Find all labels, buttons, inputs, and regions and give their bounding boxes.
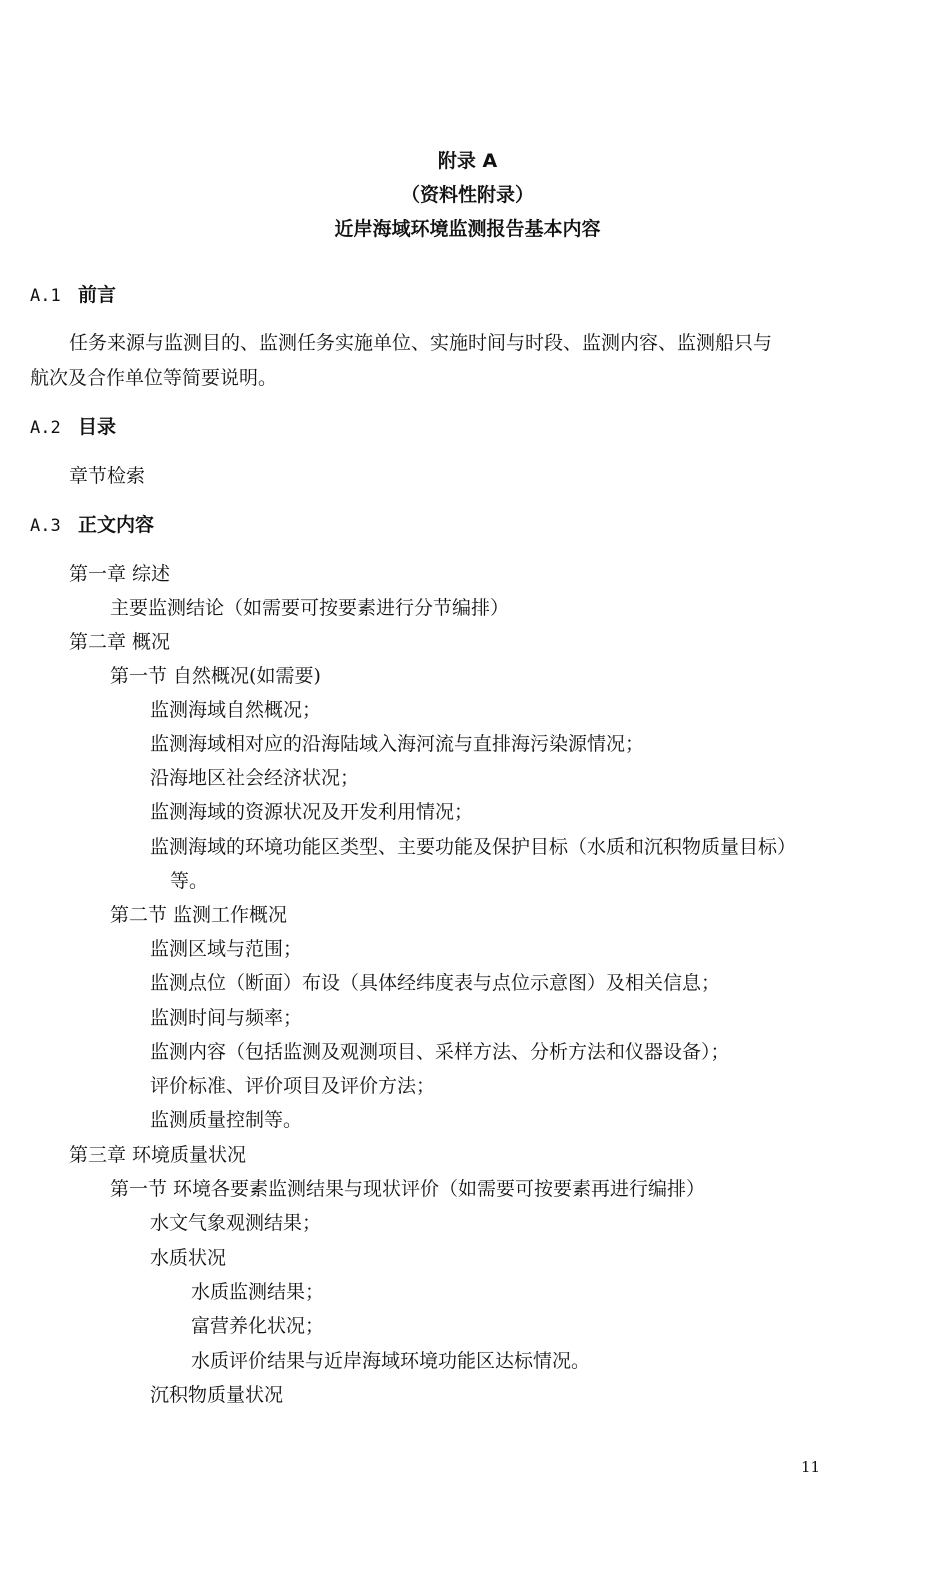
a2-body: 章节检索	[69, 465, 146, 487]
outline-subitem: 水质评价结果与近岸海域环境功能区达标情况。	[191, 1350, 591, 1372]
section-number: A.2	[30, 418, 61, 438]
appendix-heading: 附录 A	[437, 150, 498, 172]
outline-item: 评价标准、评价项目及评价方法；	[150, 1075, 436, 1097]
outline-item: 监测内容（包括监测及观测项目、采样方法、分析方法和仪器设备）；	[150, 1041, 730, 1063]
a1-body-line-2: 航次及合作单位等简要说明。	[30, 367, 278, 389]
outline-item: 沿海地区社会经济状况；	[150, 767, 360, 789]
outline-item: 监测海域自然概况；	[150, 699, 322, 721]
outline-chapter: 第一章 综述	[69, 563, 171, 585]
outline-item: 监测点位（断面）布设（具体经纬度表与点位示意图）及相关信息；	[150, 972, 721, 994]
outline-item: 监测区域与范围；	[150, 938, 303, 960]
a1-body-line-1: 任务来源与监测目的、监测任务实施单位、实施时间与时段、监测内容、监测船只与	[69, 332, 773, 354]
appendix-title: 近岸海域环境监测报告基本内容	[334, 218, 601, 240]
section-a3-heading	[30, 510, 154, 537]
section-title: 目录	[78, 416, 117, 438]
section-number: A.3	[30, 516, 61, 536]
outline-chapter: 第二章 概况	[69, 631, 171, 653]
outline-section: 第一节 环境各要素监测结果与现状评价（如需要可按要素再进行编排）	[110, 1178, 706, 1200]
outline-item: 水质状况	[150, 1247, 227, 1269]
outline-item: 主要监测结论（如需要可按要素进行分节编排）	[110, 597, 510, 619]
outline-item: 监测海域相对应的沿海陆域入海河流与直排海污染源情况；	[150, 733, 645, 755]
section-title: 正文内容	[78, 514, 155, 536]
outline-item: 监测质量控制等。	[150, 1109, 303, 1131]
outline-item-continuation: 等。	[170, 870, 209, 892]
outline-section: 第一节 自然概况(如需要)	[110, 665, 321, 687]
appendix-type: （资料性附录）	[400, 184, 534, 206]
outline-subitem: 富营养化状况；	[191, 1315, 325, 1337]
section-a1-heading	[30, 280, 116, 307]
outline-item: 沉积物质量状况	[150, 1384, 284, 1406]
outline-chapter: 第三章 环境质量状况	[69, 1144, 247, 1166]
outline-section: 第二节 监测工作概况	[110, 904, 288, 926]
section-a2-heading	[30, 412, 116, 439]
outline-item: 监测时间与频率；	[150, 1007, 303, 1029]
outline-item: 监测海域的资源状况及开发利用情况；	[150, 801, 474, 823]
outline-subitem: 水质监测结果；	[191, 1281, 325, 1303]
page-number: 11	[801, 1458, 821, 1476]
section-number: A.1	[30, 286, 61, 306]
outline-item: 水文气象观测结果；	[150, 1212, 322, 1234]
section-title: 前言	[78, 284, 117, 306]
outline-item: 监测海域的环境功能区类型、主要功能及保护目标（水质和沉积物质量目标）	[150, 836, 797, 858]
